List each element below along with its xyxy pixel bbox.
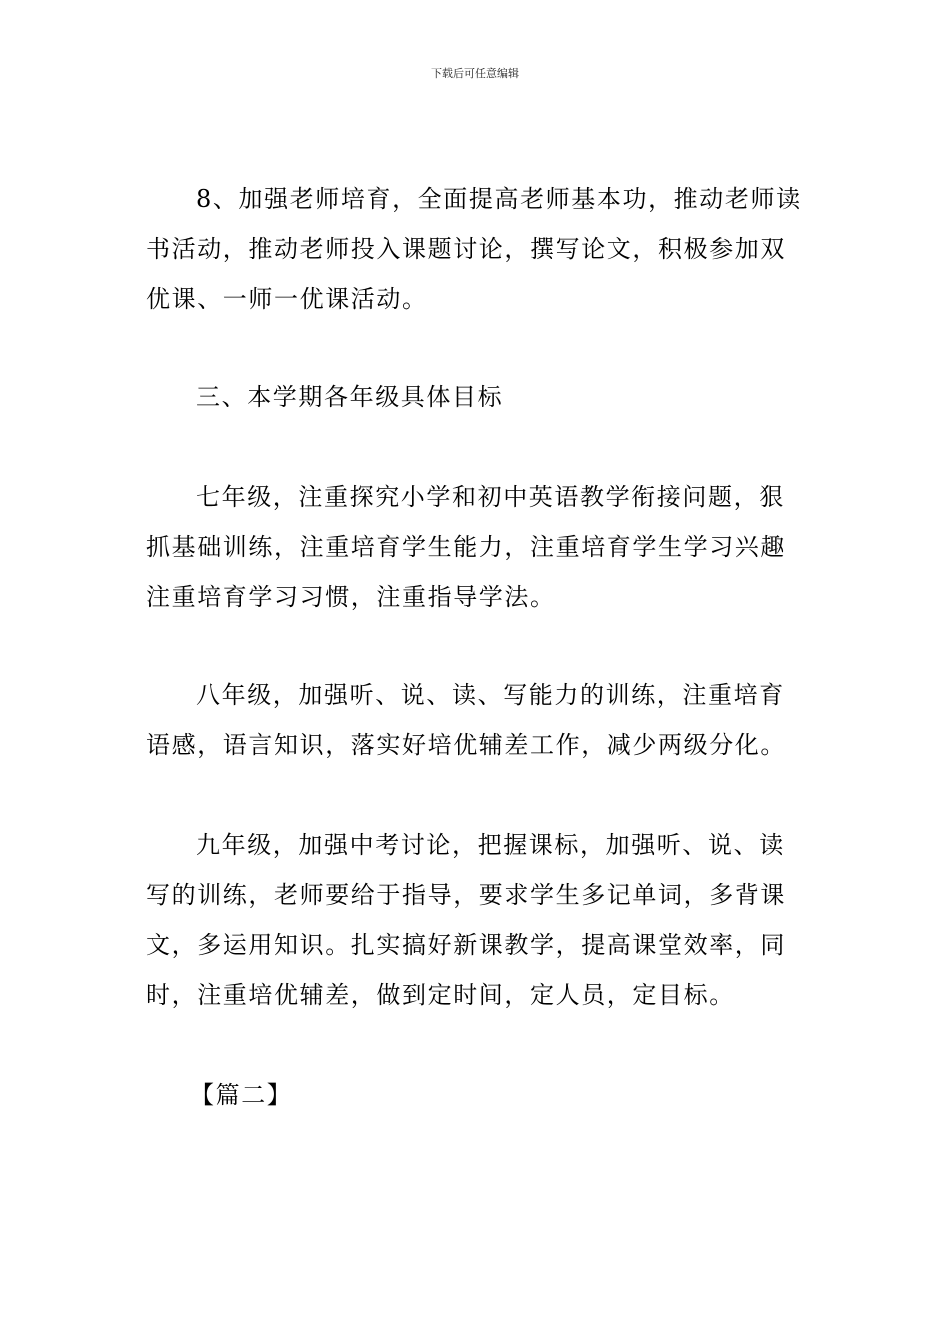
paragraph-line: 七年级，注重探究小学和初中英语教学衔接问题，狠 xyxy=(196,483,785,511)
paragraph-line: 优课、一师一优课活动。 xyxy=(146,285,428,313)
paragraph-line: 语感，语言知识，落实好培优辅差工作，减少两级分化。 xyxy=(146,731,786,759)
paragraph-line: 8、加强老师培育，全面提高老师基本功，推动老师读 xyxy=(196,185,802,213)
paragraph-line: 书活动，推动老师投入课题讨论，撰写论文，积极参加双 xyxy=(146,235,786,263)
paragraph-line: 抓基础训练，注重培育学生能力，注重培育学生学习兴趣 xyxy=(146,533,786,561)
paragraph-line: 时，注重培优辅差，做到定时间，定人员，定目标。 xyxy=(146,981,735,1009)
paragraph-line: 写的训练，老师要给于指导，要求学生多记单词，多背课 xyxy=(146,881,786,909)
paragraph-line: 文，多运用知识。扎实搞好新课教学，提高课堂效率，同 xyxy=(146,931,786,959)
section-heading: 三、本学期各年级具体目标 xyxy=(196,383,504,411)
part-two-heading: 【篇二】 xyxy=(190,1081,293,1109)
paragraph-line: 九年级，加强中考讨论，把握课标，加强听、说、读 xyxy=(196,831,785,859)
page-header-note: 下载后可任意编辑 xyxy=(431,67,519,80)
paragraph-line: 注重培育学习习惯，注重指导学法。 xyxy=(146,583,556,611)
paragraph-line: 八年级，加强听、说、读、写能力的训练，注重培育 xyxy=(196,681,785,709)
